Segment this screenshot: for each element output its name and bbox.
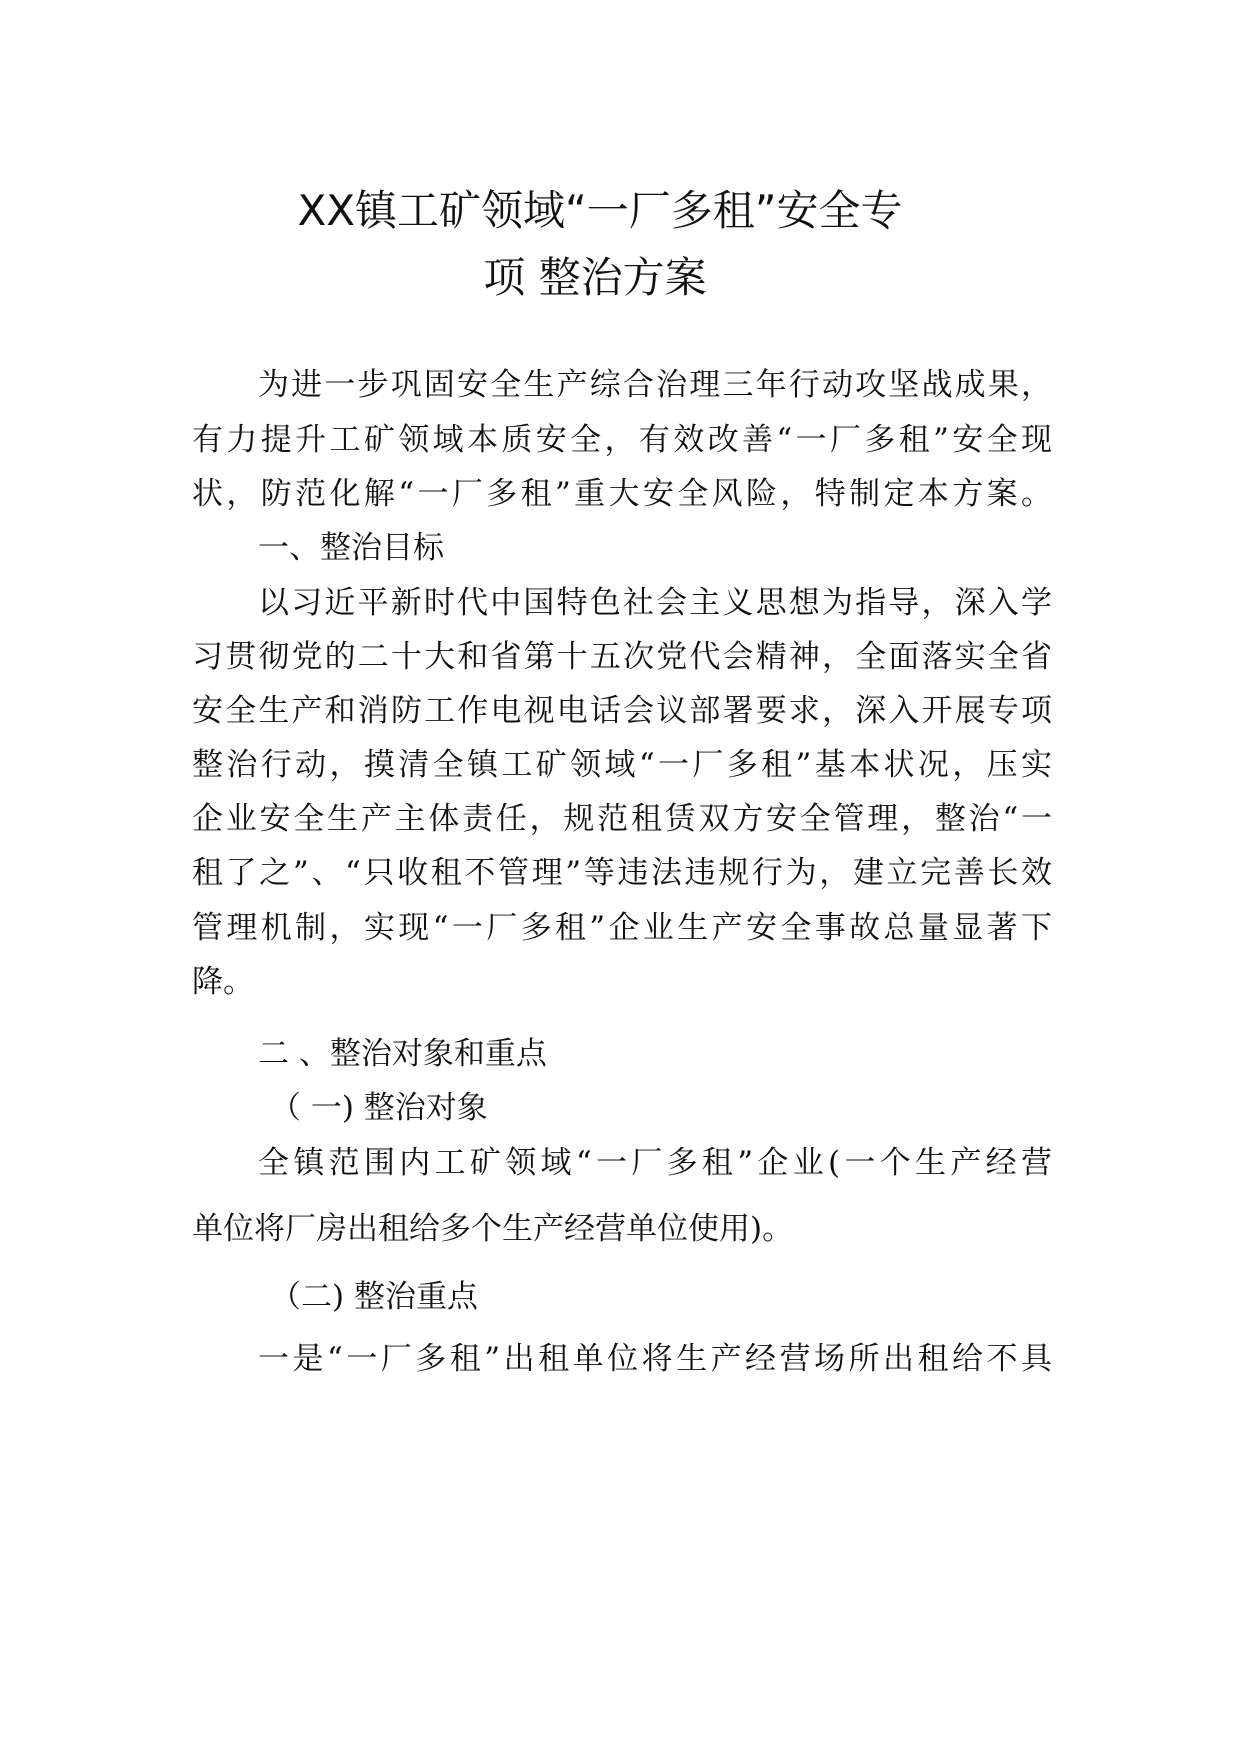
intro-line-2: 有力提升工矿领域本质安全，有效改善“一厂多租”安全现: [192, 422, 1052, 458]
section-1-line-3: 安全生产和消防工作电视电话会议部署要求，深入开展专项: [192, 693, 1052, 729]
section-1-line-2: 习贯彻党的二十大和省第十五次党代会精神，全面落实全省: [192, 639, 1052, 675]
subsection-1-line-1: 全镇范围内工矿领域“一厂多租”企业(一个生产经营: [258, 1145, 1052, 1181]
section-1-heading: 一、整治目标: [258, 530, 444, 566]
subsection-1-line-2: 单位将厂房出租给多个生产经营单位使用)。: [192, 1211, 794, 1247]
section-1-line-7: 管理机制，实现“一厂多租”企业生产安全事故总量显著下: [192, 910, 1052, 946]
subsection-1-heading: （ 一) 整治对象: [270, 1090, 488, 1126]
intro-line-1: 为进一步巩固安全生产综合治理三年行动攻坚战成果，: [258, 367, 1052, 403]
document-title-line-2: 项 整治方案: [483, 253, 707, 302]
document-title-line-1: XX镇工矿领域“一厂多租”安全专: [297, 186, 903, 235]
subsection-2-heading: （二) 整治重点: [270, 1279, 478, 1315]
section-1-line-4: 整治行动，摸清全镇工矿领域“一厂多租”基本状况，压实: [192, 747, 1052, 783]
section-1-line-6: 租了之”、“只收租不管理”等违法违规行为，建立完善长效: [192, 855, 1052, 891]
intro-line-3: 状，防范化解“一厂多租”重大安全风险，特制定本方案。: [192, 476, 1052, 512]
section-1-line-5: 企业安全生产主体责任，规范租赁双方安全管理，整治“一: [192, 801, 1052, 837]
subsection-2-line-1: 一是“一厂多租”出租单位将生产经营场所出租给不具: [258, 1341, 1052, 1377]
section-1-line-1: 以习近平新时代中国特色社会主义思想为指导，深入学: [258, 585, 1052, 621]
section-2-heading: 二 、整治对象和重点: [258, 1036, 547, 1072]
section-1-line-8: 降。: [192, 964, 254, 1000]
